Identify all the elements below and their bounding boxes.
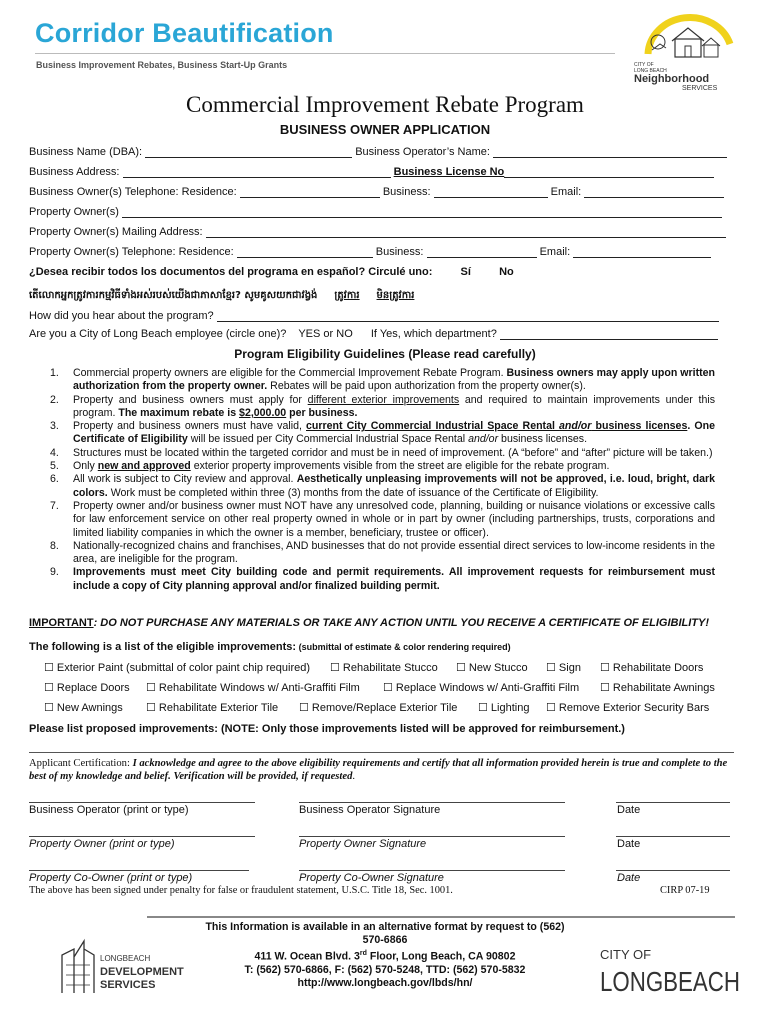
footer-address: 411 W. Ocean Blvd. 3rd Floor, Long Beach, CA 90802: [254, 950, 516, 963]
row-spanish: [29, 266, 514, 278]
footer-contact: [200, 921, 570, 991]
form-subtitle: BUSINESS OWNER APPLICATION: [279, 122, 491, 137]
business-license-field[interactable]: [504, 166, 714, 178]
guideline-item: 4. Structures must be located within the targeted corridor and must be in need of improvement. (A “before” and “after” picture will be taken.): [50, 446, 713, 459]
checkbox-exterior-paint[interactable]: ☐ Exterior Paint (submittal of color paint chip required): [44, 662, 311, 674]
row-business-name: [29, 146, 727, 158]
property-owner-field[interactable]: [122, 206, 722, 218]
lbds-longbeach: LONGBEACH: [100, 954, 151, 963]
spanish-question: ¿Desea recibir todos los documentos del programa en español? Circulé uno:: [29, 266, 433, 278]
owner-phone-business-field[interactable]: [434, 186, 548, 198]
owner-name-line[interactable]: [29, 836, 255, 837]
business-operator-field[interactable]: [493, 146, 727, 158]
hear-label: How did you hear about the program?: [29, 310, 214, 322]
property-owner-label: Property Owner(s): [29, 206, 119, 218]
property-email-field[interactable]: [573, 246, 711, 258]
owner-signature-label: Property Owner Signature: [299, 838, 427, 850]
improvements-heading: The following is a list of the eligible improvements: (submittal of estimate & color rendering required): [29, 641, 511, 653]
employee-label: Are you a City of Long Beach employee (circle one)?: [29, 328, 287, 340]
guideline-item: 3. Property and business owners must have valid, current City Commercial Industrial Space Rental and/or business licenses. One Certificate of Eligibility will be issued per City Commercial Industrial Space Rental and/or business licenses.: [50, 420, 715, 446]
header-subtitle: Business Improvement Rebates, Business Start-Up Grants: [36, 60, 288, 70]
header-title: Corridor Beautification: [35, 18, 334, 48]
khmer-no-option[interactable]: មិនត្រូវការ: [376, 290, 415, 301]
important-notice: [29, 617, 709, 629]
footer-alt-format: This Information is available in an alternative format by request to (562) 570-6866: [205, 921, 565, 947]
logo-neighborhood: Neighborhood: [634, 73, 710, 85]
coowner-name-line[interactable]: [29, 870, 249, 871]
property-phone-res-label: Property Owner(s) Telephone: Residence:: [29, 246, 234, 258]
coowner-date-label: Date: [617, 872, 641, 884]
guideline-item: 9. Improvements must meet City building code and permit requirements. All improvement requests for reimbursement must include a copy of City planning approval and/or finalized building permit.: [50, 566, 715, 592]
owner-name-label: Property Owner (print or type): [29, 838, 175, 850]
checkbox-rehabilitate-windows[interactable]: ☐ Rehabilitate Windows w/ Anti-Graffiti Film: [146, 682, 360, 694]
property-business-label: Business:: [375, 246, 424, 258]
checkbox-new-stucco[interactable]: ☐ New Stucco: [456, 662, 528, 674]
city-long-beach-logo: [600, 945, 745, 995]
form-code: CIRP 07-19: [660, 885, 710, 896]
guidelines-list: [50, 367, 715, 593]
guideline-item: 1. Commercial property owners are eligible for the Commercial Improvement Rebate Program. Business owners may apply upon written authorization from the property owner. Rebates will be paid upon authorization from the property owner(s).: [50, 367, 715, 393]
row-khmer: [29, 288, 414, 303]
checkbox-remove-security-bars[interactable]: ☐ Remove Exterior Security Bars: [546, 702, 710, 714]
checkbox-lighting[interactable]: ☐ Lighting: [478, 702, 530, 714]
development-services-logo: [60, 935, 200, 995]
owner-phone-res-label: Business Owner(s) Telephone: Residence:: [29, 186, 237, 198]
khmer-question: តើលោកអ្នកត្រូវការកម្មវិធីទាំងអស់របស់យើងជាភាសាខ្មែរ? សូមគូសយកជាវង្វង់: [29, 290, 318, 301]
property-phone-res-field[interactable]: [237, 246, 373, 258]
checkbox-sign[interactable]: ☐ Sign: [546, 662, 581, 674]
guidelines-heading: Program Eligibility Guidelines (Please read carefully): [234, 347, 536, 361]
applicant-certification: Applicant Certification: I acknowledge and agree to the above eligibility requirements and certify that all information provided herein is true and complete to the best of my knowledge and belief. Verification will be provided, if requested.: [29, 758, 728, 782]
owner-date-line[interactable]: [616, 836, 730, 837]
important-text: : DO NOT PURCHASE ANY MATERIALS OR TAKE ANY ACTION UNTIL YOU RECEIVE A CERTIFICATE OF ELIGIBILITY!: [93, 617, 709, 629]
checkbox-rehabilitate-exterior-tile[interactable]: ☐ Rehabilitate Exterior Tile: [146, 702, 279, 714]
building-icon: [60, 935, 200, 995]
property-mailing-label: Property Owner(s) Mailing Address:: [29, 226, 203, 238]
city-logo-icon: [600, 945, 745, 995]
coowner-name-label: Property Co-Owner (print or type): [29, 872, 193, 884]
row-business-address: [29, 166, 714, 178]
row-property-phone: [29, 246, 711, 258]
row-hear: [29, 310, 719, 322]
dept-field[interactable]: [500, 328, 718, 340]
city-logo-longbeach: LONGBEACH: [600, 966, 740, 997]
coowner-signature-label: Property Co-Owner Signature: [299, 872, 444, 884]
guideline-item: 8. Nationally-recognized chains and franchises, AND businesses that do not provide essential direct services to low-income residents in the area, are ineligible for the program.: [50, 539, 715, 566]
checkbox-replace-windows[interactable]: ☐ Replace Windows w/ Anti-Graffiti Film: [383, 682, 580, 694]
logo-services: SERVICES: [682, 85, 718, 92]
checkbox-remove-replace-tile[interactable]: ☐ Remove/Replace Exterior Tile: [299, 702, 458, 714]
operator-signature-label: Business Operator Signature: [299, 804, 441, 816]
checkbox-replace-doors[interactable]: ☐ Replace Doors: [44, 682, 130, 694]
guideline-item: 5. Only new and approved exterior property improvements visible from the street are eligible for the rebate program.: [50, 460, 610, 473]
owner-phone-res-field[interactable]: [240, 186, 380, 198]
row-property-owner: [29, 206, 722, 218]
spanish-yes-option[interactable]: Sí: [460, 266, 471, 278]
row-owner-phone: [29, 186, 724, 198]
business-operator-label: Business Operator’s Name:: [355, 146, 490, 158]
footer-phone: T: (562) 570-6866, F: (562) 570-5248, TTD: (562) 570-5832: [244, 964, 526, 977]
owner-business-label: Business:: [382, 186, 431, 198]
spanish-no-option[interactable]: No: [499, 266, 514, 278]
proposed-improvements-field[interactable]: [29, 752, 734, 753]
operator-date-line[interactable]: [616, 802, 730, 803]
property-mailing-field[interactable]: [206, 226, 726, 238]
dept-label: If Yes, which department?: [370, 328, 497, 340]
operator-signature-line[interactable]: [299, 802, 565, 803]
khmer-yes-option[interactable]: ត្រូវការ: [334, 290, 360, 301]
checkbox-rehabilitate-doors[interactable]: ☐ Rehabilitate Doors: [600, 662, 704, 674]
business-name-field[interactable]: [145, 146, 352, 158]
logo-long-beach: LONG BEACH: [634, 68, 667, 74]
business-name-label: Business Name (DBA):: [29, 146, 143, 158]
property-phone-business-field[interactable]: [427, 246, 537, 258]
owner-date-label: Date: [617, 838, 641, 850]
proposed-improvements-label: Please list proposed improvements: (NOTE: Only those improvements listed will be approved for reimbursement.): [29, 723, 625, 735]
footer-divider: [147, 916, 735, 918]
owner-email-field[interactable]: [584, 186, 724, 198]
operator-name-label: Business Operator (print or type): [29, 804, 189, 816]
checkbox-rehabilitate-stucco[interactable]: ☐ Rehabilitate Stucco: [330, 662, 438, 674]
lbds-services: SERVICES: [100, 979, 156, 991]
operator-date-label: Date: [617, 804, 641, 816]
operator-name-line[interactable]: [29, 802, 255, 803]
neighborhood-logo-icon: [630, 14, 740, 94]
hear-field[interactable]: [217, 310, 719, 322]
form-title: Commercial Improvement Rebate Program: [186, 92, 584, 117]
coowner-signature-line[interactable]: [299, 870, 565, 871]
employee-options[interactable]: YES or NO: [298, 328, 353, 340]
neighborhood-services-logo: [630, 14, 740, 94]
guideline-item: 2. Property and business owners must apply for different exterior improvements and required to maintain improvements under this program. The maximum rebate is $2,000.00 per business.: [50, 393, 716, 419]
logo-city-of: CITY OF: [634, 62, 654, 68]
important-label: IMPORTANT: [29, 617, 94, 629]
property-email-label: Email:: [539, 246, 571, 258]
guideline-item: 6. All work is subject to City review and approval. Aesthetically unpleasing improvements will not be approved, i.e. loud, bright, dark colors. Work must be completed within three (3) months from the date of issuance of the Certificate of Eligibility.: [50, 473, 715, 499]
business-license-label: Business License No: [393, 166, 505, 178]
owner-signature-line[interactable]: [299, 836, 565, 837]
header-divider: [35, 53, 615, 54]
row-employee: [29, 328, 718, 340]
checkbox-rehabilitate-awnings[interactable]: ☐ Rehabilitate Awnings: [600, 682, 715, 694]
guideline-item: 7. Property owner and/or business owner must NOT have any unresolved code, planning, building or nuisance violations or excessive calls for law enforcement service on other real property owned in whole or in part by owner (including partnerships, trusts, corporations and limited liability companies in which the owner is a member, beneficiary, trustee or officer).: [50, 499, 715, 539]
city-logo-cityof: CITY OF: [600, 947, 652, 962]
footer-url[interactable]: http://www.longbeach.gov/lbds/hn/: [297, 977, 473, 990]
checkbox-new-awnings[interactable]: ☐ New Awnings: [44, 702, 123, 714]
lbds-development: DEVELOPMENT: [100, 966, 184, 978]
business-address-label: Business Address:: [29, 166, 120, 178]
coowner-date-line[interactable]: [616, 870, 730, 871]
owner-email-label: Email:: [550, 186, 582, 198]
row-property-mailing: [29, 226, 726, 238]
penalty-statement: The above has been signed under penalty for false or fraudulent statement, U.S.C. Title 18, Sec. 1001.: [29, 885, 453, 896]
business-address-field[interactable]: [123, 166, 391, 178]
